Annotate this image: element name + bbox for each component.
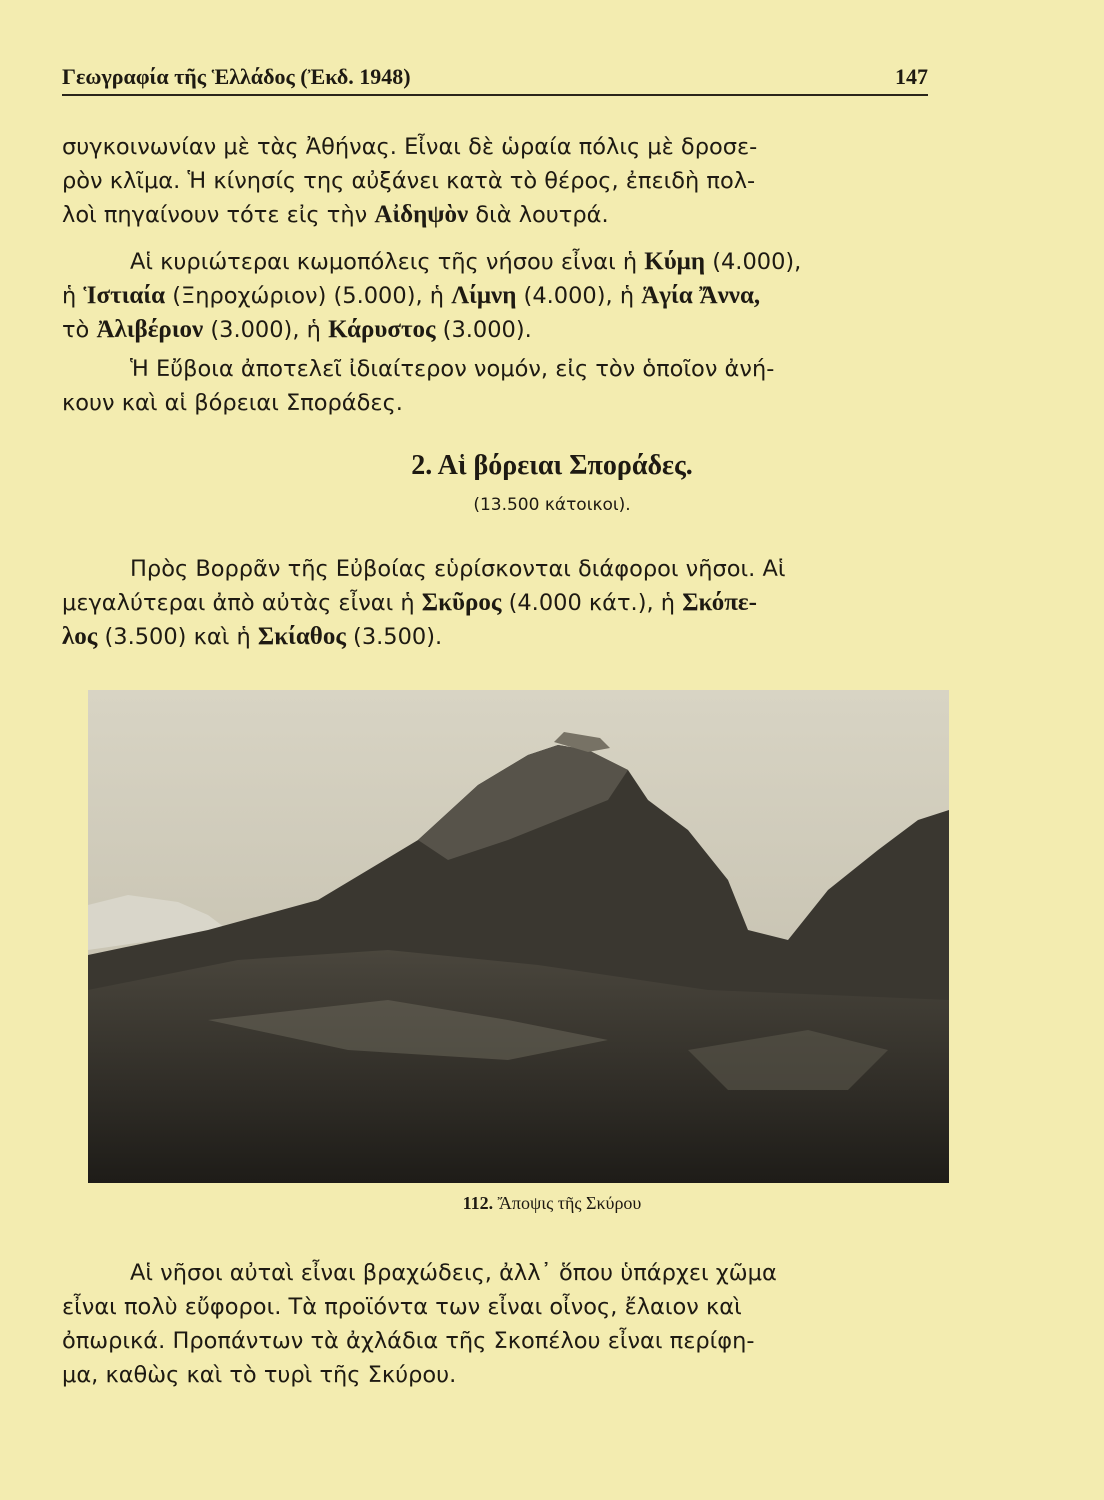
page-header <box>62 62 928 96</box>
text-line: λοὶ πηγαίνουν τότε εἰς τὴν Αἰδηψὸν διὰ λουτρά. <box>62 201 609 228</box>
bold-term: Ἁγία Ἄννα, <box>641 282 761 309</box>
paragraph-1 <box>62 130 928 232</box>
page-number: 147 <box>895 64 928 89</box>
figure-caption-text: Ἄποψις τῆς Σκύρου <box>497 1193 642 1213</box>
bold-term: Σκόπε- <box>682 589 757 616</box>
text-line: ρὸν κλῖμα. Ἡ κίνησίς της αὐξάνει κατὰ τὸ θέρος, ἐπειδὴ πολ- <box>62 168 756 194</box>
text-line: Αἱ νῆσοι αὐταὶ εἶναι βραχώδεις, ἀλλ᾿ ὅπου ὑπάρχει χῶμα <box>130 1260 777 1286</box>
text-line: κουν καὶ αἱ βόρειαι Σποράδες. <box>62 390 403 416</box>
bold-term: Κάρυστος <box>328 316 436 343</box>
paragraph-2 <box>62 245 928 347</box>
text-line: μεγαλύτεραι ἀπὸ αὐτὰς εἶναι ἡ Σκῦρος (4.000 κάτ.), ἡ Σκόπε- <box>62 589 757 616</box>
bold-term: Λίμνη <box>451 282 517 309</box>
figure-number: 112. <box>462 1193 494 1213</box>
text-line: συγκοινωνίαν μὲ τὰς Ἀθήνας. Εἶναι δὲ ὡραία πόλις μὲ δροσε- <box>62 134 758 160</box>
text-line: Πρὸς Βορρᾶν τῆς Εὐβοίας εὑρίσκονται διάφοροι νῆσοι. Αἱ <box>130 556 786 582</box>
section-heading: 2. Αἱ βόρειαι Σποράδες. <box>411 450 693 481</box>
running-title: Γεωγραφία τῆς Ἑλλάδος (Ἐκδ. 1948) <box>62 64 411 89</box>
text-line: ὀπωρικά. Προπάντων τὰ ἀχλάδια τῆς Σκοπέλου εἶναι περίφη- <box>62 1328 755 1354</box>
text-line: μα, καθὼς καὶ τὸ τυρὶ τῆς Σκύρου. <box>62 1362 457 1388</box>
bold-term: λος <box>62 623 98 650</box>
bold-term: Σκῦρος <box>421 589 502 616</box>
photo-view-of-skyros <box>88 690 949 1183</box>
text-line: τὸ Ἀλιβέριον (3.000), ἡ Κάρυστος (3.000). <box>62 316 532 343</box>
text-line: ἡ Ἱστιαία (Ξηροχώριον) (5.000), ἡ Λίμνη (4.000), ἡ Ἁγία Ἄννα, <box>62 282 761 309</box>
text-line: εἶναι πολὺ εὔφοροι. Τὰ προϊόντα των εἶναι οἶνος, ἔλαιον καὶ <box>62 1294 742 1320</box>
text-line: Αἱ κυριώτεραι κωμοπόλεις τῆς νήσου εἶναι ἡ Κύμη (4.000), <box>130 248 802 275</box>
paragraph-3 <box>62 352 928 420</box>
bold-term: Ἱστιαία <box>83 282 166 309</box>
bold-term: Ἀλιβέριον <box>96 316 204 343</box>
figure-caption <box>0 1193 1104 1214</box>
bold-term: Σκίαθος <box>257 623 346 650</box>
text-line: λος (3.500) καὶ ἡ Σκίαθος (3.500). <box>62 623 443 650</box>
bold-term: Αἰδηψὸν <box>374 201 469 228</box>
text-line: Ἡ Εὔβοια ἀποτελεῖ ἰδιαίτερον νομόν, εἰς τὸν ὁποῖον ἀνή- <box>130 356 775 382</box>
section-subheading: (13.500 κάτοικοι). <box>473 495 631 515</box>
paragraph-4 <box>62 552 928 654</box>
paragraph-5 <box>62 1256 928 1392</box>
bold-term: Κύμη <box>644 248 706 275</box>
